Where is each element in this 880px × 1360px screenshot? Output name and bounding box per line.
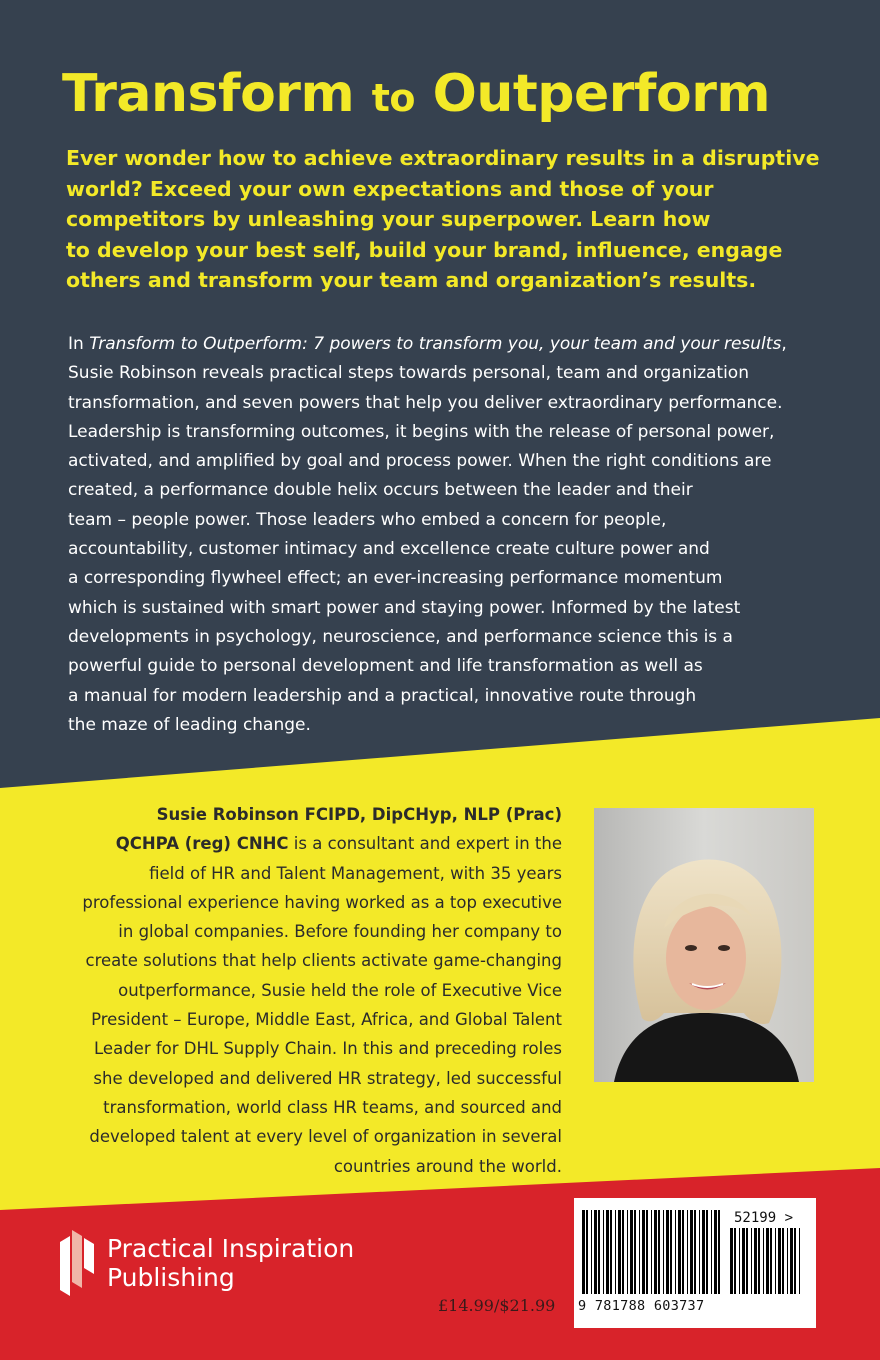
bio-line: field of HR and Talent Management, with 35 years xyxy=(149,863,562,883)
author-photo xyxy=(594,808,814,1082)
tagline-line: others and transform your team and organization’s results. xyxy=(66,268,757,292)
description-line: the maze of leading change. xyxy=(68,714,311,735)
bio-line: President – Europe, Middle East, Africa, and Global Talent xyxy=(91,1010,562,1030)
book-full-title: Transform to Outperform: 7 powers to transform you, your team and your results xyxy=(89,334,782,354)
description-first-line: In Transform to Outperform: 7 powers to transform you, your team and your results, xyxy=(68,334,787,354)
bio-line: create solutions that help clients activate game-changing xyxy=(85,951,562,971)
bio-line: developed talent at every level of organization in several xyxy=(89,1127,562,1147)
pi-logo-icon xyxy=(60,1230,98,1296)
bio-line: transformation, world class HR teams, and sourced and xyxy=(103,1097,562,1117)
bio-line: outperformance, Susie held the role of Executive Vice xyxy=(118,980,562,1000)
publisher-name: Practical Inspiration Publishing xyxy=(107,1234,355,1292)
description-line: which is sustained with smart power and staying power. Informed by the latest xyxy=(68,597,741,618)
bio-line: countries around the world. xyxy=(333,1156,562,1176)
description-line: accountability, customer intimacy and excellence create culture power and xyxy=(68,539,710,560)
barcode xyxy=(574,1198,816,1328)
tagline-line: competitors by unleashing your superpower. Learn how xyxy=(66,207,711,231)
price: £14.99/$21.99 xyxy=(438,1296,556,1315)
description-line: created, a performance double helix occurs between the leader and their xyxy=(68,480,693,501)
description-line: a corresponding flywheel effect; an ever-increasing performance momentum xyxy=(68,568,723,589)
barcode-addon-number: 52199 > xyxy=(734,1210,794,1226)
description-line: activated, and amplified by goal and process power. When the right conditions are xyxy=(68,451,772,472)
author-credentials: Susie Robinson FCIPD, DipCHyp, NLP (Prac) xyxy=(156,805,562,824)
description-line: Leadership is transforming outcomes, it begins with the release of personal power, xyxy=(68,421,775,442)
barcode-isbn: 9 781788 603737 xyxy=(578,1298,705,1314)
tagline xyxy=(66,143,826,296)
bio-line: Leader for DHL Supply Chain. In this and preceding roles xyxy=(94,1039,562,1059)
bio-line: professional experience having worked as a top executive xyxy=(82,892,562,912)
tagline-line: Ever wonder how to achieve extraordinary results in a disruptive xyxy=(66,146,820,170)
description-line: Susie Robinson reveals practical steps towards personal, team and organization xyxy=(68,363,749,384)
description-line: transformation, and seven powers that help you deliver extraordinary performance. xyxy=(68,392,783,413)
tagline-line: world? Exceed your own expectations and those of your xyxy=(66,176,714,201)
bio-line: she developed and delivered HR strategy, led successful xyxy=(93,1068,562,1088)
description-line: a manual for modern leadership and a practical, innovative route through xyxy=(68,685,697,706)
author-credentials-cont: QCHPA (reg) CNHC xyxy=(115,834,289,854)
book-title: Transform to Outperform xyxy=(62,64,771,124)
description-line: powerful guide to personal development and life transformation as well as xyxy=(68,656,703,677)
description-line: developments in psychology, neuroscience, and performance science this is a xyxy=(68,626,733,647)
description-line: team – people power. Those leaders who embed a concern for people, xyxy=(68,509,667,530)
book-description xyxy=(68,330,828,740)
author-bio: Susie Robinson FCIPD, DipCHyp, NLP (Prac) QCHPA (reg) CNHC is a consultant and expert in the field of HR and Talent Management, with 35 years professional experience having worked as a top executive in global companies. Before founding her company to create solutions that help clients activate game-changing outperformance, Susie held the role of Executive Vice President – Europe, Middle East, Africa, and Global Talent Leader for DHL Supply Chain. In this and preceding roles she developed and delivered HR strategy, led successful transformation, world class HR teams, and sourced and developed talent at every level of organization in several countries around the world. xyxy=(2,800,562,1181)
tagline-line: to develop your best self, build your brand, influence, engage xyxy=(66,237,783,262)
bio-line: in global companies. Before founding her company to xyxy=(118,922,562,942)
